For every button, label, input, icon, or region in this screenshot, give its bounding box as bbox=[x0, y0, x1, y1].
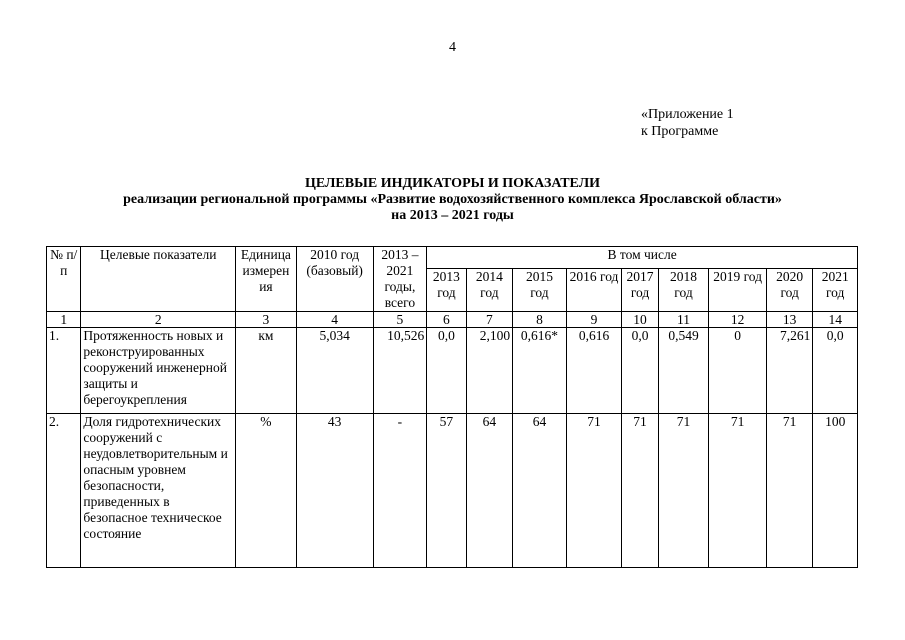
row-year-value: 64 bbox=[513, 414, 567, 568]
header-year: 2021 год bbox=[813, 269, 858, 312]
row-year-value: 0,0 bbox=[622, 328, 658, 414]
column-number: 5 bbox=[373, 312, 427, 328]
page-number: 4 bbox=[449, 40, 456, 55]
row-year-value: 64 bbox=[466, 414, 513, 568]
column-number: 11 bbox=[658, 312, 709, 328]
header-including: В том числе bbox=[427, 247, 858, 269]
header-year: 2019 год bbox=[709, 269, 767, 312]
row-year-value: 0,0 bbox=[813, 328, 858, 414]
column-number: 10 bbox=[622, 312, 658, 328]
header-year: 2020 год bbox=[766, 269, 813, 312]
column-number-row bbox=[47, 312, 858, 328]
row-total: 10,526 bbox=[373, 328, 427, 414]
table-row bbox=[47, 414, 858, 568]
column-number: 2 bbox=[81, 312, 236, 328]
heading-period: на 2013 – 2021 годы bbox=[391, 208, 514, 223]
header-base-year: 2010 год (базовый) bbox=[296, 247, 373, 312]
row-num: 1. bbox=[47, 328, 81, 414]
row-year-value: 71 bbox=[658, 414, 709, 568]
header-year: 2018 год bbox=[658, 269, 709, 312]
document-heading bbox=[0, 176, 905, 224]
header-row-1 bbox=[47, 247, 858, 269]
column-number: 9 bbox=[566, 312, 622, 328]
appendix-line-2: к Программе bbox=[641, 124, 719, 139]
row-unit: % bbox=[236, 414, 297, 568]
header-year: 2014 год bbox=[466, 269, 513, 312]
column-number: 12 bbox=[709, 312, 767, 328]
row-indicator: Доля гидротехнических сооружений с неудовлетворительным и опасным уровнем безопасности, приведенных в безопасное техническое состояние bbox=[81, 414, 236, 568]
column-number: 7 bbox=[466, 312, 513, 328]
indicators-table bbox=[46, 246, 858, 568]
row-year-value: 0,616* bbox=[513, 328, 567, 414]
row-year-value: 71 bbox=[766, 414, 813, 568]
row-year-value: 0,616 bbox=[566, 328, 622, 414]
row-indicator: Протяженность новых и реконструированных сооружений инженерной защиты и берегоукрепления bbox=[81, 328, 236, 414]
header-indicator: Целевые показатели bbox=[81, 247, 236, 312]
appendix-line-1: «Приложение 1 bbox=[641, 107, 734, 122]
column-number: 1 bbox=[47, 312, 81, 328]
row-year-value: 71 bbox=[566, 414, 622, 568]
row-year-value: 71 bbox=[709, 414, 767, 568]
heading-title: ЦЕЛЕВЫЕ ИНДИКАТОРЫ И ПОКАЗАТЕЛИ bbox=[304, 176, 601, 191]
appendix-reference bbox=[641, 106, 734, 140]
row-year-value: 71 bbox=[622, 414, 658, 568]
header-total: 2013 – 2021 годы, всего bbox=[373, 247, 427, 312]
heading-subtitle: реализации региональной программы «Развитие водохозяйственного комплекса Ярославской области» bbox=[123, 192, 782, 207]
row-base: 43 bbox=[296, 414, 373, 568]
header-year: 2013 год bbox=[427, 269, 466, 312]
row-year-value: 0,549 bbox=[658, 328, 709, 414]
row-year-value: 100 bbox=[813, 414, 858, 568]
header-year: 2015 год bbox=[513, 269, 567, 312]
row-base: 5,034 bbox=[296, 328, 373, 414]
row-unit: км bbox=[236, 328, 297, 414]
column-number: 8 bbox=[513, 312, 567, 328]
row-year-value: 57 bbox=[427, 414, 466, 568]
row-total: - bbox=[373, 414, 427, 568]
column-number: 3 bbox=[236, 312, 297, 328]
row-num: 2. bbox=[47, 414, 81, 568]
row-year-value: 0,0 bbox=[427, 328, 466, 414]
row-year-value: 0 bbox=[709, 328, 767, 414]
column-number: 14 bbox=[813, 312, 858, 328]
column-number: 4 bbox=[296, 312, 373, 328]
header-year: 2017 год bbox=[622, 269, 658, 312]
row-year-value: 7,261 bbox=[766, 328, 813, 414]
row-year-value: 2,100 bbox=[466, 328, 513, 414]
header-year: 2016 год bbox=[566, 269, 622, 312]
column-number: 13 bbox=[766, 312, 813, 328]
header-num: № п/п bbox=[47, 247, 81, 312]
header-unit: Единица измерен ия bbox=[236, 247, 297, 312]
table-row bbox=[47, 328, 858, 414]
column-number: 6 bbox=[427, 312, 466, 328]
